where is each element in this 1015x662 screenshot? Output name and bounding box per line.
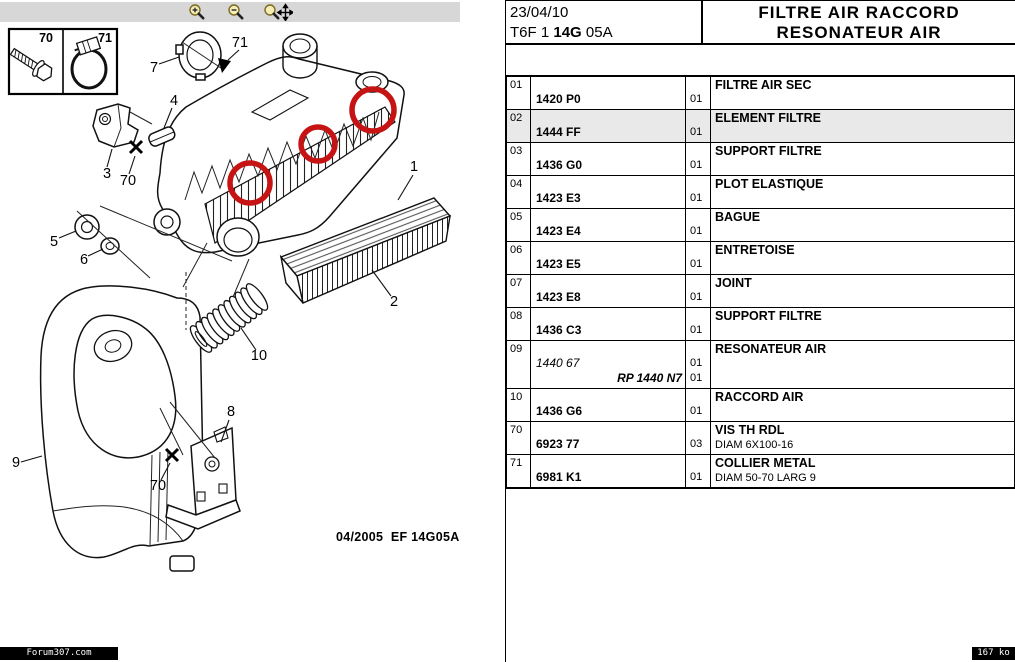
table-row[interactable] bbox=[507, 422, 1014, 455]
doc-title-line1: FILTRE AIR RACCORD bbox=[758, 3, 960, 22]
parts-table bbox=[506, 75, 1015, 489]
quantity: 01 bbox=[690, 291, 703, 303]
quantity-cell bbox=[686, 455, 711, 487]
exploded-diagram bbox=[0, 0, 505, 645]
parts-table-body bbox=[507, 77, 1014, 488]
callout-2[interactable]: 2 bbox=[389, 294, 399, 310]
part-spec: DIAM 6X100-16 bbox=[715, 439, 794, 451]
table-row[interactable] bbox=[507, 77, 1014, 110]
part-label-cell bbox=[711, 422, 1014, 454]
callout-1[interactable]: 1 bbox=[409, 159, 419, 175]
part-label-cell bbox=[711, 77, 1014, 109]
inset-label-70: 70 bbox=[39, 31, 53, 45]
doc-header bbox=[506, 0, 1015, 45]
quantity-cell bbox=[686, 308, 711, 340]
part-label: PLOT ELASTIQUE bbox=[715, 177, 824, 191]
part-number-cell bbox=[531, 422, 686, 454]
quantity-cell bbox=[686, 341, 711, 388]
part-number: 1423 E3 bbox=[536, 191, 581, 205]
part-label: JOINT bbox=[715, 276, 752, 290]
quantity-cell bbox=[686, 143, 711, 175]
part-number: 1436 G6 bbox=[536, 404, 583, 418]
part-label: BAGUE bbox=[715, 210, 761, 224]
part-label: COLLIER METAL bbox=[715, 456, 816, 470]
callout-10[interactable]: 10 bbox=[250, 348, 268, 364]
quantity: 03 bbox=[690, 438, 703, 450]
part-label: SUPPORT FILTRE bbox=[715, 144, 822, 158]
row-index: 10 bbox=[507, 389, 531, 421]
part-label: ELEMENT FILTRE bbox=[715, 111, 822, 125]
quantity: 01 bbox=[690, 258, 703, 270]
quantity: 01 bbox=[690, 225, 703, 237]
diagram-caption: 04/2005 EF 14G05A bbox=[336, 530, 460, 544]
part-label-cell bbox=[711, 275, 1014, 307]
part-label-cell bbox=[711, 308, 1014, 340]
part-label-cell bbox=[711, 242, 1014, 274]
table-row[interactable] bbox=[507, 341, 1014, 389]
table-row[interactable] bbox=[507, 275, 1014, 308]
row-index: 01 bbox=[507, 77, 531, 109]
doc-date: 23/04/10 bbox=[510, 4, 569, 21]
part-number: 1420 P0 bbox=[536, 92, 581, 106]
doc-title bbox=[703, 1, 1015, 43]
quantity: 01 bbox=[690, 357, 703, 369]
part-number-cell bbox=[531, 308, 686, 340]
screw-mark-70-a bbox=[130, 141, 142, 153]
part-label-cell bbox=[711, 176, 1014, 208]
table-row[interactable] bbox=[507, 143, 1014, 176]
bottom-port bbox=[217, 218, 259, 256]
part-number-cell bbox=[531, 209, 686, 241]
fasteners-inset bbox=[7, 29, 117, 94]
resonator-9[interactable] bbox=[41, 286, 203, 571]
row-index: 04 bbox=[507, 176, 531, 208]
part-number-cell bbox=[531, 341, 686, 388]
row-index: 03 bbox=[507, 143, 531, 175]
filesize-badge: 167 ko bbox=[972, 647, 1015, 660]
row-index: 70 bbox=[507, 422, 531, 454]
quantity: 01 bbox=[690, 159, 703, 171]
quantity: 01 bbox=[690, 93, 703, 105]
part-label-cell bbox=[711, 341, 1014, 388]
part-label-cell bbox=[711, 389, 1014, 421]
part-label-cell bbox=[711, 209, 1014, 241]
support-bracket-3[interactable] bbox=[93, 104, 152, 147]
part-number-cell bbox=[531, 176, 686, 208]
callout-5[interactable]: 5 bbox=[49, 234, 59, 250]
quantity-cell bbox=[686, 422, 711, 454]
doc-ref: T6F 1 14G 05A bbox=[510, 24, 613, 41]
row-index: 07 bbox=[507, 275, 531, 307]
table-row[interactable] bbox=[507, 209, 1014, 242]
quantity: 01 bbox=[690, 126, 703, 138]
quantity: 01 bbox=[690, 192, 703, 204]
part-number-replacement: RP 1440 N7 bbox=[617, 371, 682, 385]
part-number: 1436 C3 bbox=[536, 323, 582, 337]
doc-ref-block bbox=[506, 1, 703, 43]
part-label-cell bbox=[711, 110, 1014, 142]
table-row[interactable] bbox=[507, 389, 1014, 422]
table-row[interactable] bbox=[507, 176, 1014, 209]
part-number-cell bbox=[531, 455, 686, 487]
grommet-5[interactable] bbox=[75, 215, 99, 239]
arrow-71 bbox=[218, 58, 231, 73]
callout-3[interactable]: 3 bbox=[102, 166, 112, 182]
part-number-cell bbox=[531, 110, 686, 142]
callout-8[interactable]: 8 bbox=[226, 404, 236, 420]
part-number: 1423 E4 bbox=[536, 224, 581, 238]
quantity-cell bbox=[686, 209, 711, 241]
part-label: SUPPORT FILTRE bbox=[715, 309, 822, 323]
row-index: 71 bbox=[507, 455, 531, 487]
callout-4[interactable]: 4 bbox=[169, 93, 179, 109]
doc-title-line2: RESONATEUR AIR bbox=[776, 23, 942, 42]
callout-70a[interactable]: 70 bbox=[119, 173, 137, 189]
spacer-6[interactable] bbox=[101, 238, 119, 254]
housing-foot bbox=[154, 209, 180, 235]
part-spec: DIAM 50-70 LARG 9 bbox=[715, 472, 816, 484]
callout-9[interactable]: 9 bbox=[11, 455, 21, 471]
clamp-ring-7[interactable] bbox=[176, 32, 221, 80]
inset-label-71: 71 bbox=[98, 31, 112, 45]
row-index: 08 bbox=[507, 308, 531, 340]
quantity: 01 bbox=[690, 471, 703, 483]
callout-7[interactable]: 7 bbox=[149, 60, 159, 76]
part-number-cell bbox=[531, 143, 686, 175]
part-number-cell bbox=[531, 275, 686, 307]
quantity: 01 bbox=[690, 405, 703, 417]
quantity-cell bbox=[686, 176, 711, 208]
part-label: VIS TH RDL bbox=[715, 423, 785, 437]
row-index: 06 bbox=[507, 242, 531, 274]
part-number: 1436 G0 bbox=[536, 158, 583, 172]
part-label-cell bbox=[711, 143, 1014, 175]
table-row[interactable] bbox=[507, 110, 1014, 143]
table-row[interactable] bbox=[507, 308, 1014, 341]
quantity-replacement: 01 bbox=[690, 372, 703, 384]
part-number-cell bbox=[531, 77, 686, 109]
quantity-cell bbox=[686, 275, 711, 307]
callout-6[interactable]: 6 bbox=[79, 252, 89, 268]
part-label-cell bbox=[711, 455, 1014, 487]
parts-panel bbox=[506, 0, 1015, 662]
quantity-cell bbox=[686, 110, 711, 142]
quantity-cell bbox=[686, 389, 711, 421]
callout-71[interactable]: 71 bbox=[231, 35, 249, 51]
quantity-cell bbox=[686, 242, 711, 274]
part-number: 6981 K1 bbox=[536, 470, 582, 484]
part-number-cell bbox=[531, 242, 686, 274]
part-number: 1440 67 bbox=[536, 356, 580, 370]
callout-70b[interactable]: 70 bbox=[149, 478, 167, 494]
row-index: 02 bbox=[507, 110, 531, 142]
quantity: 01 bbox=[690, 324, 703, 336]
part-number: 1444 FF bbox=[536, 125, 581, 139]
row-index: 05 bbox=[507, 209, 531, 241]
part-number-cell bbox=[531, 389, 686, 421]
part-label: ENTRETOISE bbox=[715, 243, 795, 257]
watermark-left: Forum307.com bbox=[0, 647, 118, 660]
part-label: FILTRE AIR SEC bbox=[715, 78, 812, 92]
part-label: RACCORD AIR bbox=[715, 390, 804, 404]
part-number: 1423 E5 bbox=[536, 257, 581, 271]
row-index: 09 bbox=[507, 341, 531, 388]
part-number: 6923 77 bbox=[536, 437, 580, 451]
part-label: RESONATEUR AIR bbox=[715, 342, 827, 356]
table-row[interactable] bbox=[507, 242, 1014, 275]
table-row[interactable] bbox=[507, 455, 1014, 488]
part-number: 1423 E8 bbox=[536, 290, 581, 304]
quantity-cell bbox=[686, 77, 711, 109]
